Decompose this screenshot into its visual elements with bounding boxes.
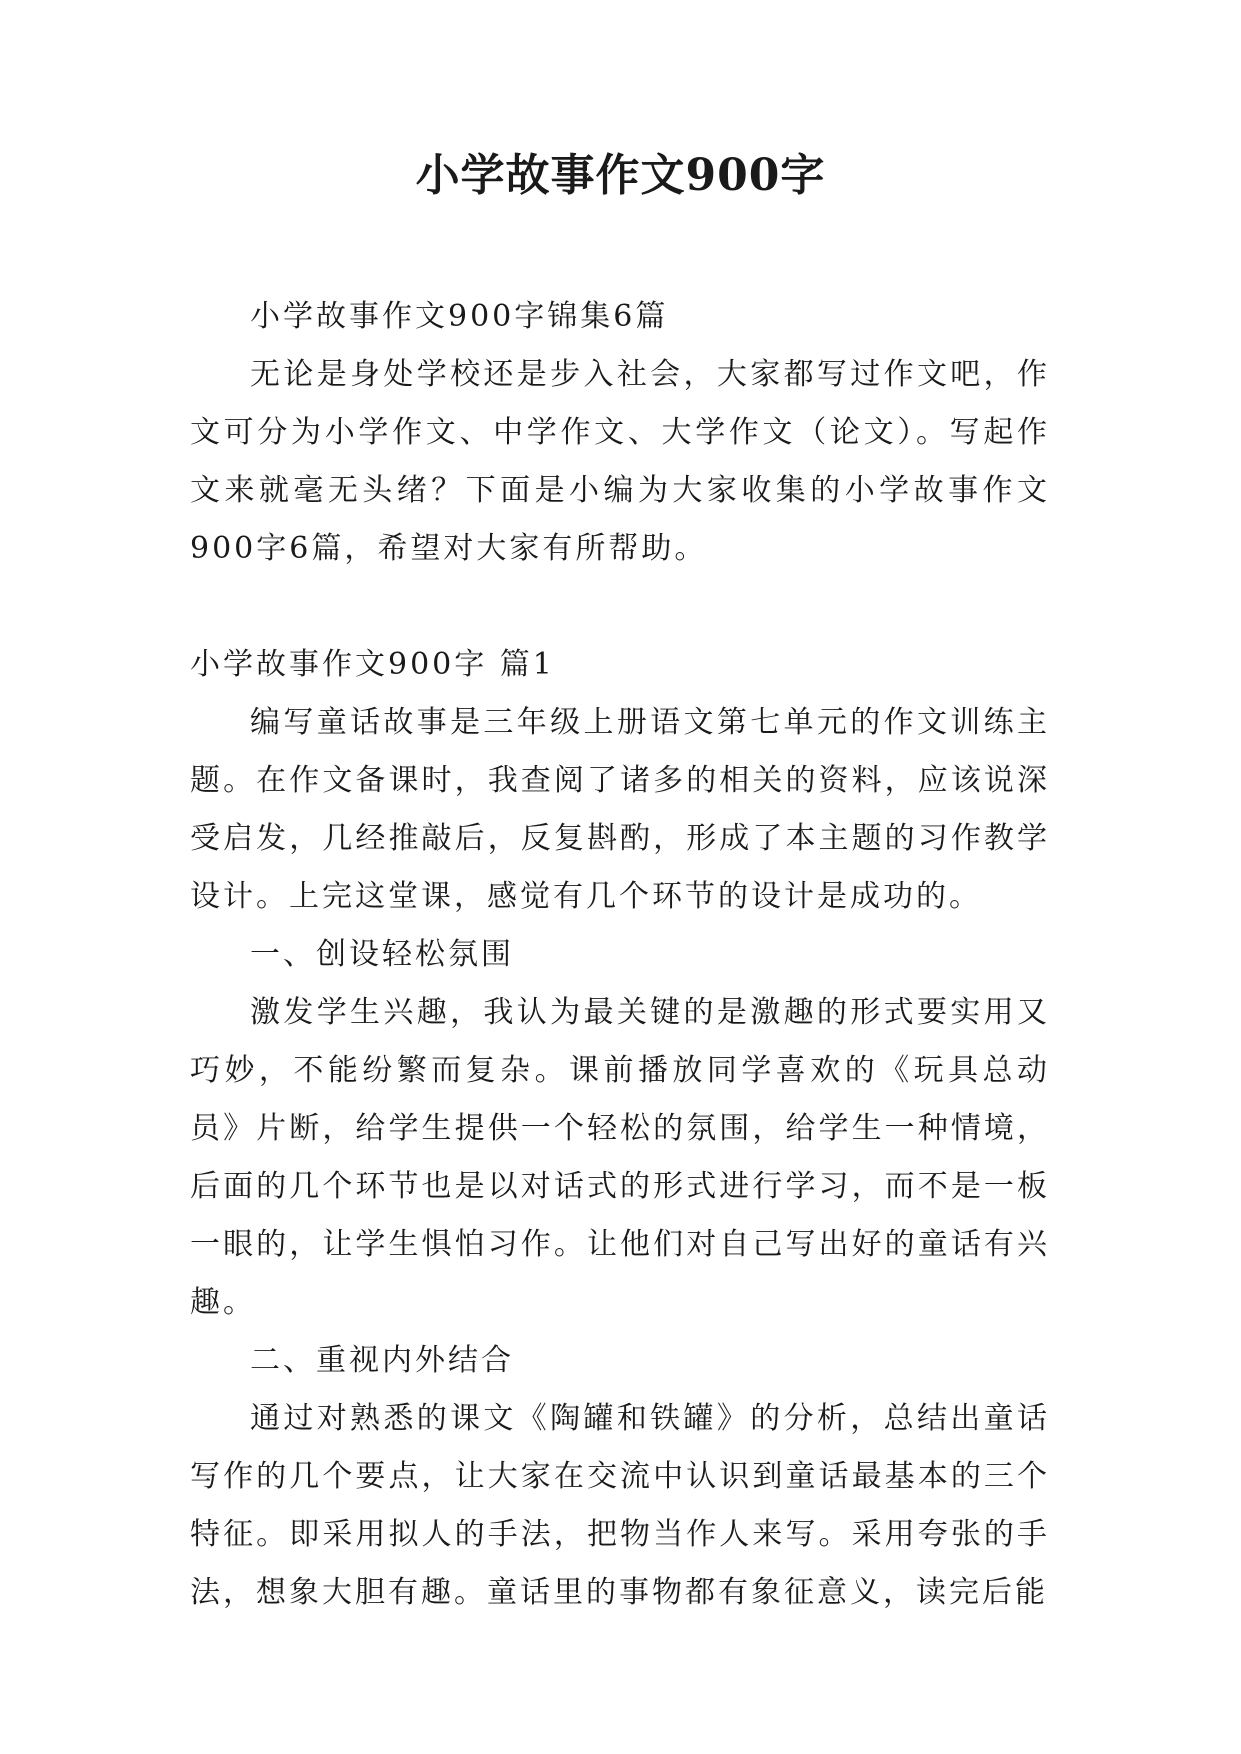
document-body [190,288,1050,1622]
body-paragraph: 编写童话故事是三年级上册语文第七单元的作文训练主题。在作文备课时，我查阅了诸多的相关的资料，应该说深受启发，几经推敲后，反复斟酌，形成了本主题的习作教学设计。上完这堂课，感觉有几个环节的设计是成功的。 [190,705,1050,914]
section-spacer [190,578,1050,636]
body-paragraph: 通过对熟悉的课文《陶罐和铁罐》的分析，总结出童话写作的几个要点，让大家在交流中认识到童话最基本的三个特征。即采用拟人的手法，把物当作人来写。采用夸张的手法，想象大胆有趣。童话里的事物都有象征意义，读完后能 [190,1401,1050,1610]
section-heading: 小学故事作文900字 篇1 [190,647,555,682]
subheading: 一、创设轻松氛围 [250,937,514,972]
document-title: 小学故事作文900字 [415,150,826,201]
subheading: 二、重视内外结合 [250,1343,514,1378]
intro-paragraph: 无论是身处学校还是步入社会，大家都写过作文吧，作文可分为小学作文、中学作文、大学作文（论文）。写起作文来就毫无头绪？下面是小编为大家收集的小学故事作文900字6篇，希望对大家有所帮助。 [190,357,1050,566]
body-paragraph: 激发学生兴趣，我认为最关键的是激趣的形式要实用又巧妙，不能纷繁而复杂。课前播放同学喜欢的《玩具总动员》片断，给学生提供一个轻松的氛围，给学生一种情境，后面的几个环节也是以对话式的形式进行学习，而不是一板一眼的，让学生惧怕习作。让他们对自己写出好的童话有兴趣。 [190,995,1050,1320]
collection-subtitle: 小学故事作文900字锦集6篇 [250,299,669,334]
